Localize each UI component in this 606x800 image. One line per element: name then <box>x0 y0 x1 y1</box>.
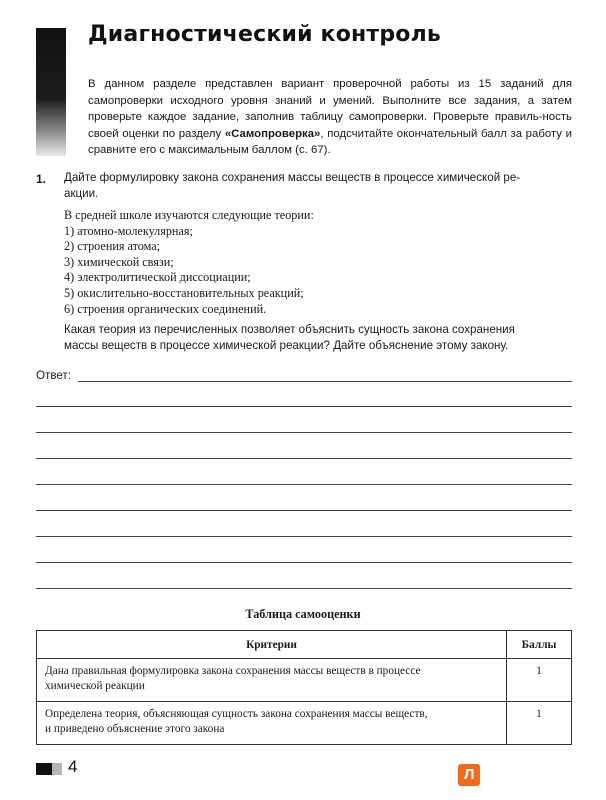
theory-item: 1) атомно-молекулярная; <box>64 223 193 238</box>
decorative-side-bar <box>36 28 66 156</box>
answer-line[interactable] <box>36 536 572 537</box>
question-follow-up-line-2: массы веществ в процессе химической реакции? Дайте объяснение этому закону. <box>64 339 509 352</box>
intro-line-2: самопроверки исходного уровня знаний и умений. Выполните все задания, а затем <box>88 94 572 107</box>
page-title: Диагностический контроль <box>88 22 442 47</box>
logo-letter: Л <box>464 766 475 783</box>
answer-label: Ответ: <box>36 369 71 382</box>
theories-intro: В средней школе изучаются следующие теории: <box>64 208 314 222</box>
question-text-line-1: Дайте формулировку закона сохранения массы веществ в процессе химической ре- <box>64 171 521 184</box>
question-follow-up-line-1: Какая теория из перечисленных позволяет объяснить сущность закона сохранения <box>64 323 515 336</box>
publisher-logo-icon <box>458 764 480 786</box>
criterion-line: Дана правильная формулировка закона сохранения массы веществ в процессе <box>45 665 421 677</box>
criterion-line: Определена теория, объясняющая сущность закона сохранения массы веществ, <box>45 708 428 720</box>
answer-line[interactable] <box>36 588 572 589</box>
question-follow-up <box>64 322 574 354</box>
table-row <box>37 659 572 702</box>
question-number: 1. <box>36 172 47 186</box>
points-cell: 1 <box>507 702 572 745</box>
theories-block <box>64 208 564 317</box>
intro-line-3: проверьте каждое задание, заполнив таблицу самопроверки. Проверьте правиль- <box>88 111 543 124</box>
answer-line[interactable] <box>36 458 572 459</box>
theory-item: 4) электролитической диссоциации; <box>64 270 251 285</box>
table-header-row <box>37 631 572 659</box>
theory-item: 5) окислительно-восстановительных реакций; <box>64 285 304 300</box>
points-cell: 1 <box>507 659 572 702</box>
footer-marker-shade <box>52 763 62 775</box>
answer-line[interactable] <box>36 432 572 433</box>
intro-line-1: В данном разделе представлен вариант проверочной работы из 15 заданий для <box>88 78 572 90</box>
answer-line[interactable] <box>36 484 572 485</box>
table-row <box>37 702 572 745</box>
intro-line-4: ность своей оценки по разделу <box>88 111 572 140</box>
answer-line[interactable] <box>78 381 572 382</box>
question-text <box>64 170 574 202</box>
question-text-line-2: акции. <box>64 187 99 200</box>
answer-line[interactable] <box>36 406 572 407</box>
answer-line[interactable] <box>36 562 572 563</box>
theory-item: 2) строения атома; <box>64 239 161 254</box>
intro-paragraph <box>88 76 572 159</box>
criterion-cell <box>37 659 507 702</box>
criterion-line: и приведено объяснение этого закона <box>45 723 225 735</box>
criterion-cell <box>37 702 507 745</box>
intro-emphasis: «Самопроверка» <box>224 127 321 140</box>
theory-item: 3) химической связи; <box>64 254 174 269</box>
self-assessment-table <box>36 630 572 745</box>
page-number: 4 <box>68 757 78 776</box>
criterion-line: химической реакции <box>45 680 145 692</box>
points-header: Баллы <box>507 631 572 659</box>
table-title: Таблица самооценки <box>245 607 361 621</box>
criteria-header: Критерии <box>37 631 507 659</box>
intro-line-6: за работу и сравните его с максимальным баллом (с. 67). <box>88 127 572 157</box>
intro-line-5: , подсчитайте окончательный балл <box>320 127 507 140</box>
theory-item: 6) строения органических соединений. <box>64 301 267 316</box>
answer-line[interactable] <box>36 510 572 511</box>
